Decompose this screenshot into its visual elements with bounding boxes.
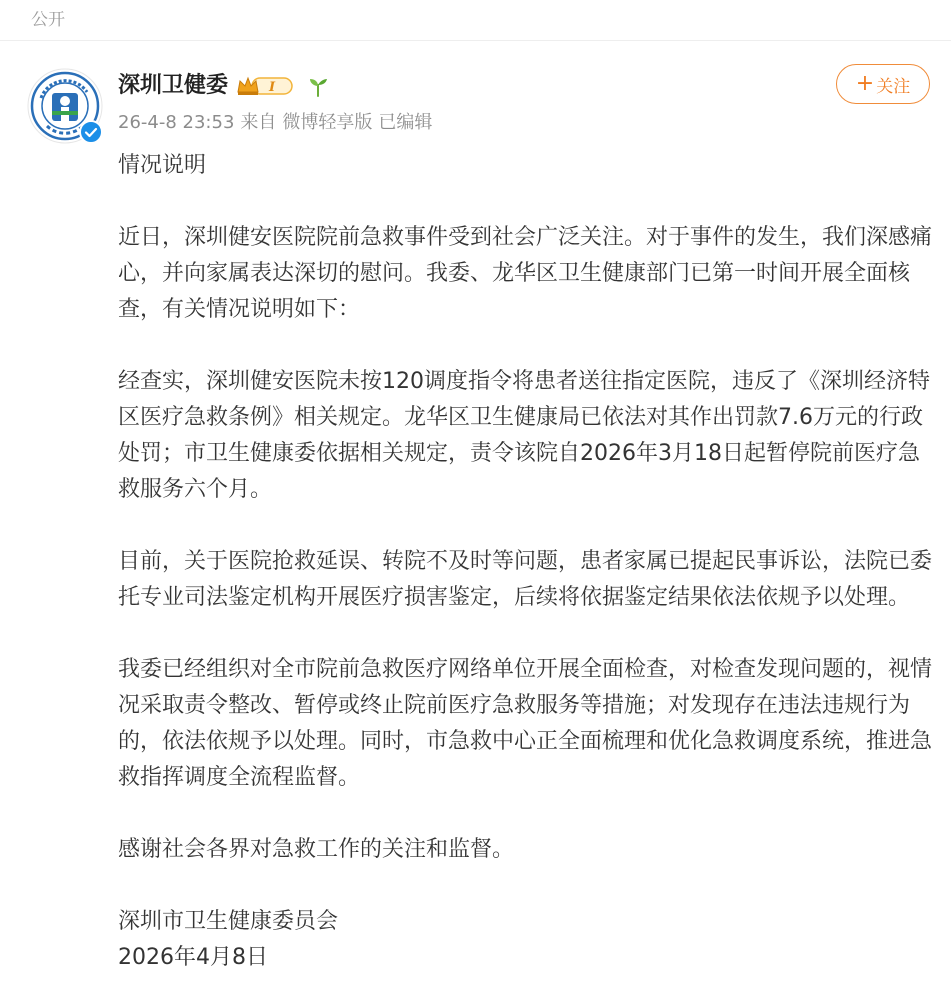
verified-icon: [79, 120, 103, 144]
top-bar: [0, 0, 951, 41]
source-prefix: 来自: [240, 112, 277, 133]
svg-text:I: I: [268, 80, 276, 95]
author-name[interactable]: 深圳卫健委: [118, 73, 229, 98]
sprout-icon[interactable]: [306, 74, 330, 98]
crown-level-badge-icon[interactable]: [236, 74, 294, 98]
post-paragraph: 近日，深圳健安医院院前急救事件受到社会广泛关注。对于事件的发生，我们深感痛心，并向家属表达深切的慰问。我委、龙华区卫生健康部门已第一时间开展全面核查，有关情况说明如下：: [118, 225, 933, 322]
signature: 深圳市卫生健康委员会: [118, 909, 339, 934]
follow-label: 关注: [876, 76, 911, 97]
post-date: 2026年4月8日: [118, 945, 268, 970]
post-timestamp[interactable]: 26-4-8 23:53: [118, 112, 235, 133]
edited-label: 已编辑: [378, 112, 433, 133]
visibility-label: 公开: [31, 10, 65, 30]
post-paragraph-title: 情况说明: [118, 153, 207, 178]
post-content: [118, 148, 934, 976]
post-paragraph: 经查实，深圳健安医院未按120调度指令将患者送往指定医院，违反了《深圳经济特区医疗急救条例》相关规定。龙华区卫生健康局已依法对其作出罚款7.6万元的行政处罚；市卫生健康委依据相关规定，责令该院自2026年3月18日起暂停院前医疗急救服务六个月。: [118, 369, 930, 502]
follow-button[interactable]: [836, 64, 930, 104]
post-paragraph: 感谢社会各界对急救工作的关注和监督。: [118, 837, 515, 862]
post-paragraph: 目前，关于医院抢救延误、转院不及时等问题，患者家属已提起民事诉讼，法院已委托专业司法鉴定机构开展医疗损害鉴定，后续将依据鉴定结果依法依规予以处理。: [118, 549, 933, 610]
post-meta: [118, 110, 438, 136]
plus-icon: +: [855, 71, 875, 96]
post-source[interactable]: 微博轻享版: [282, 112, 373, 133]
post-paragraph: 我委已经组织对全市院前急救医疗网络单位开展全面检查，对检查发现问题的，视情况采取责令整改、暂停或终止院前医疗急救服务等措施；对发现存在违法违规行为的，依法依规予以处理。同时，市急救中心正全面梳理和优化急救调度系统，推进急救指挥调度全流程监督。: [118, 657, 933, 790]
